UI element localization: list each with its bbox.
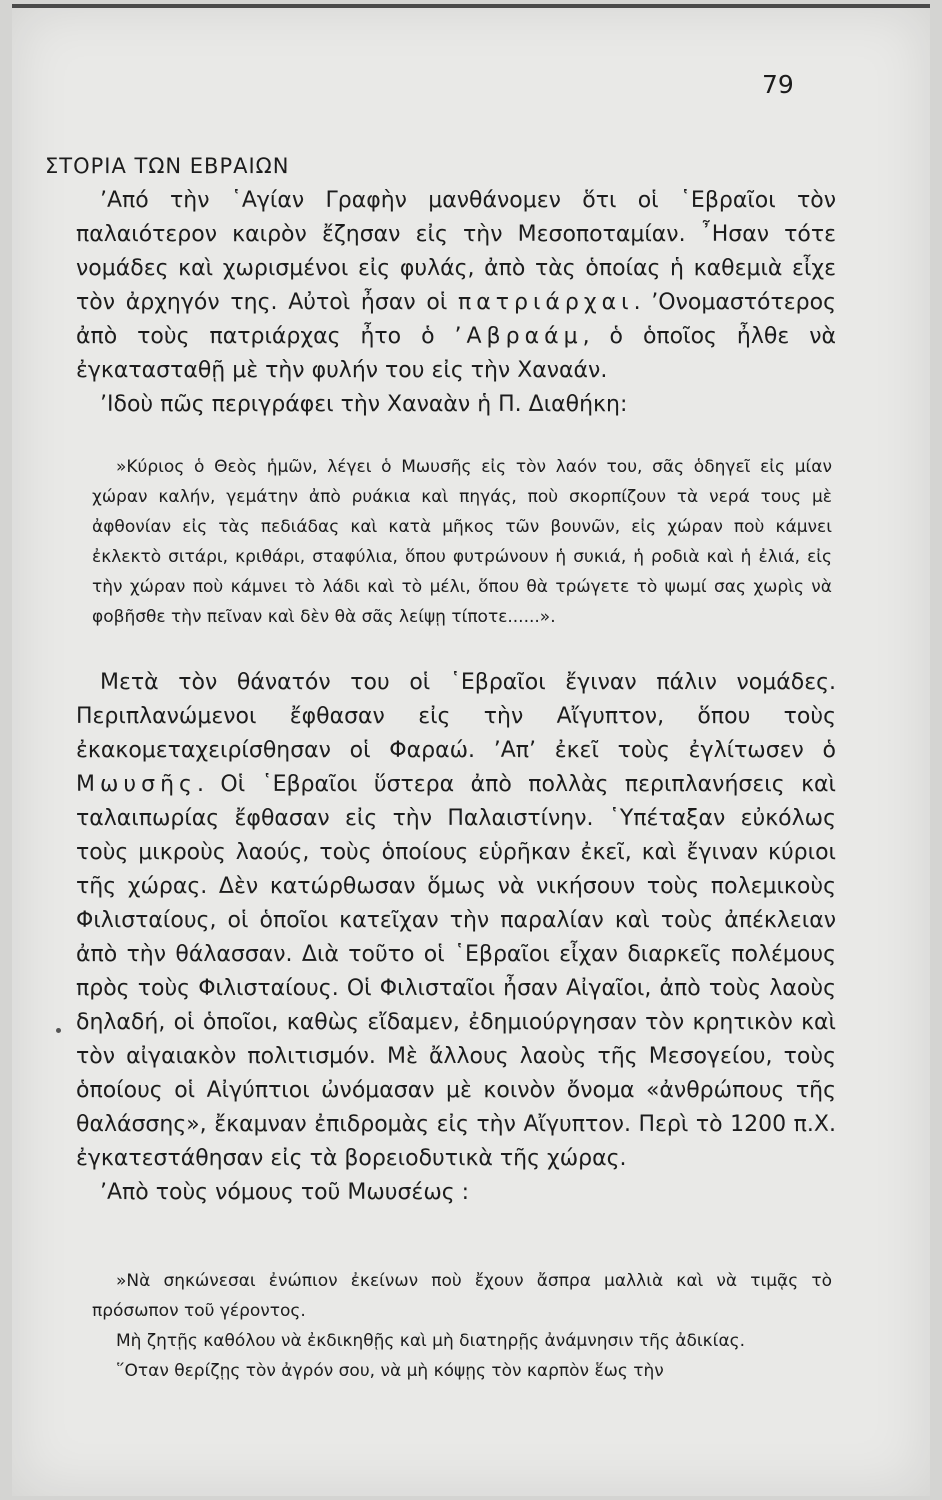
main-text — [76, 666, 836, 1210]
margin-mark — [56, 1028, 61, 1033]
term-patriarchs: πατριάρχαι — [458, 290, 634, 315]
section-title: ΣΤΟΡΙΑ ΤΩΝ ΕΒΡΑΙΩΝ — [45, 154, 290, 178]
intro-text-a: ’Από τὴν ῾Αγίαν Γραφὴν μανθάνομεν ὅτι οἱ ῾Εβραῖοι τὸν παλαιότερον καιρὸν ἔζησαν εἰς τὴν Μεσοποταμίαν. ῏Ησαν τότε νομάδες καὶ χωρισμένοι εἰς φυλάς, ἀπὸ τὰς ὁποίας ἡ καθεμιὰ εἶχε τὸν ἀρχηγόν της. Αὐτοὶ ἦσαν οἱ — [76, 188, 836, 315]
paragraph-history — [76, 666, 836, 1176]
quote-canaan-text: »Κύριος ὁ Θεὸς ἡμῶν, λέγει ὁ Μωυσῆς εἰς τὸν λαόν του, σᾶς ὁδηγεῖ εἰς μίαν χώραν καλήν, γεμάτην ἀπὸ ρυάκια καὶ πηγάς, ποὺ σκορπίζουν τὰ νερά τους μὲ ἀφθονίαν εἰς τὰς πεδιάδας καὶ κατὰ μῆκος τῶν βουνῶν, εἰς χώραν ποὺ κάμνει ἐκλεκτὸ σιτάρι, κριθάρι, σταφύλια, ὅπου φυτρώνουν ἡ συκιά, ἡ ροδιὰ καὶ ἡ ἐλιά, εἰς τὴν χώραν ποὺ κάμνει τὸ λάδι καὶ τὸ μέλι, ὅπου θὰ τρώγετε τὸ ψωμί σας χωρὶς νὰ φοβῆσθε τὴν πεῖναν καὶ δὲν θὰ σᾶς λείψῃ τίποτε......». — [92, 457, 832, 627]
paragraph-canaan-intro: ’Ιδοὺ πῶς περιγράφει τὴν Χαναὰν ἡ Π. Διαθήκη: — [100, 392, 628, 417]
intro-text — [76, 184, 836, 422]
name-abraham: ’Αβραάμ — [454, 324, 583, 349]
quote-canaan — [92, 452, 832, 632]
history-text-b: . Οἱ ῾Εβραῖοι ὕστερα ἀπὸ πολλὰς περιπλανήσεις καὶ ταλαιπωρίας ἔφθασαν εἰς τὴν Παλαιστίνην. ῾Υπέταξαν εὐκόλως τοὺς μικροὺς λαούς, τοὺς ὁποίους εὑρῆκαν ἐκεῖ, καὶ ἔγιναν κύριοι τῆς χώρας. Δὲν κατώρθωσαν ὅμως νὰ νικήσουν τοὺς πολεμικοὺς Φιλισταίους, οἱ ὁποῖοι κατεῖχαν τὴν παραλίαν καὶ τοὺς ἀπέκλειαν ἀπὸ τὴν θάλασσαν. Διὰ τοῦτο οἱ ῾Εβραῖοι εἶχαν διαρκεῖς πολέμους πρὸς τοὺς Φιλισταίους. Οἱ Φιλισταῖοι ἦσαν Αἰγαῖοι, ἀπὸ τοὺς λαοὺς δηλαδή, οἱ ὁποῖοι, καθὼς εἴδαμεν, ἐδημιούργησαν τὸν κρητικὸν καὶ τὸν αἰγαιακὸν πολιτισμόν. Μὲ ἄλλους λαοὺς τῆς Μεσογείου, τοὺς ὁποίους οἱ Αἰγύπτιοι ὠνόμασαν μὲ κοινὸν ὄνομα «ἀνθρώπους τῆς θαλάσσης», ἔκαμναν ἐπιδρομὰς εἰς τὴν Αἴγυπτον. Περὶ τὸ 1200 π.Χ. ἐγκατεστάθησαν εἰς τὰ βορειοδυτικὰ τῆς χώρας. — [76, 772, 836, 1171]
paragraph-laws-intro: ’Απὸ τοὺς νόμους τοῦ Μωυσέως : — [100, 1180, 470, 1205]
law-item: ῞Οταν θερίζῃς τὸν ἀγρόν σου, νὰ μὴ κόψῃς τὸν καρπὸν ἕως τὴν — [116, 1361, 664, 1381]
quote-laws — [92, 1266, 832, 1386]
law-item: Μὴ ζητῇς καθόλου νὰ ἐκδικηθῇς καὶ μὴ διατηρῇς ἀνάμνησιν τῆς ἀδικίας. — [116, 1331, 746, 1351]
history-text-a: Μετὰ τὸν θάνατόν του οἱ ῾Εβραῖοι ἔγιναν πάλιν νομάδες. Περιπλανώμενοι ἔφθασαν εἰς τὴν Αἴγυπτον, ὅπου τοὺς ἐκακομεταχειρίσθησαν οἱ Φαραώ. ’Απ’ ἐκεῖ τοὺς ἐγλίτωσεν ὁ — [76, 670, 836, 763]
paragraph-intro — [76, 184, 836, 388]
book-page — [12, 4, 930, 1496]
law-item: »Νὰ σηκώνεσαι ἐνώπιον ἐκείνων ποὺ ἔχουν ἄσπρα μαλλιὰ καὶ νὰ τιμᾷς τὸ πρόσωπον τοῦ γέροντος. — [92, 1271, 832, 1321]
page-top-edge — [12, 4, 930, 8]
intro-text-c: , ὁ ὁποῖος ἦλθε νὰ ἐγκατασταθῇ μὲ τὴν φυλήν του εἰς τὴν Χαναάν. — [76, 324, 837, 383]
intro-text-b: . ’Ονομαστότερος ἀπὸ τοὺς πατριάρχας ἦτο ὁ — [76, 290, 836, 349]
page-number: 79 — [762, 70, 794, 99]
name-moses: Μωυσῆς — [76, 772, 197, 797]
